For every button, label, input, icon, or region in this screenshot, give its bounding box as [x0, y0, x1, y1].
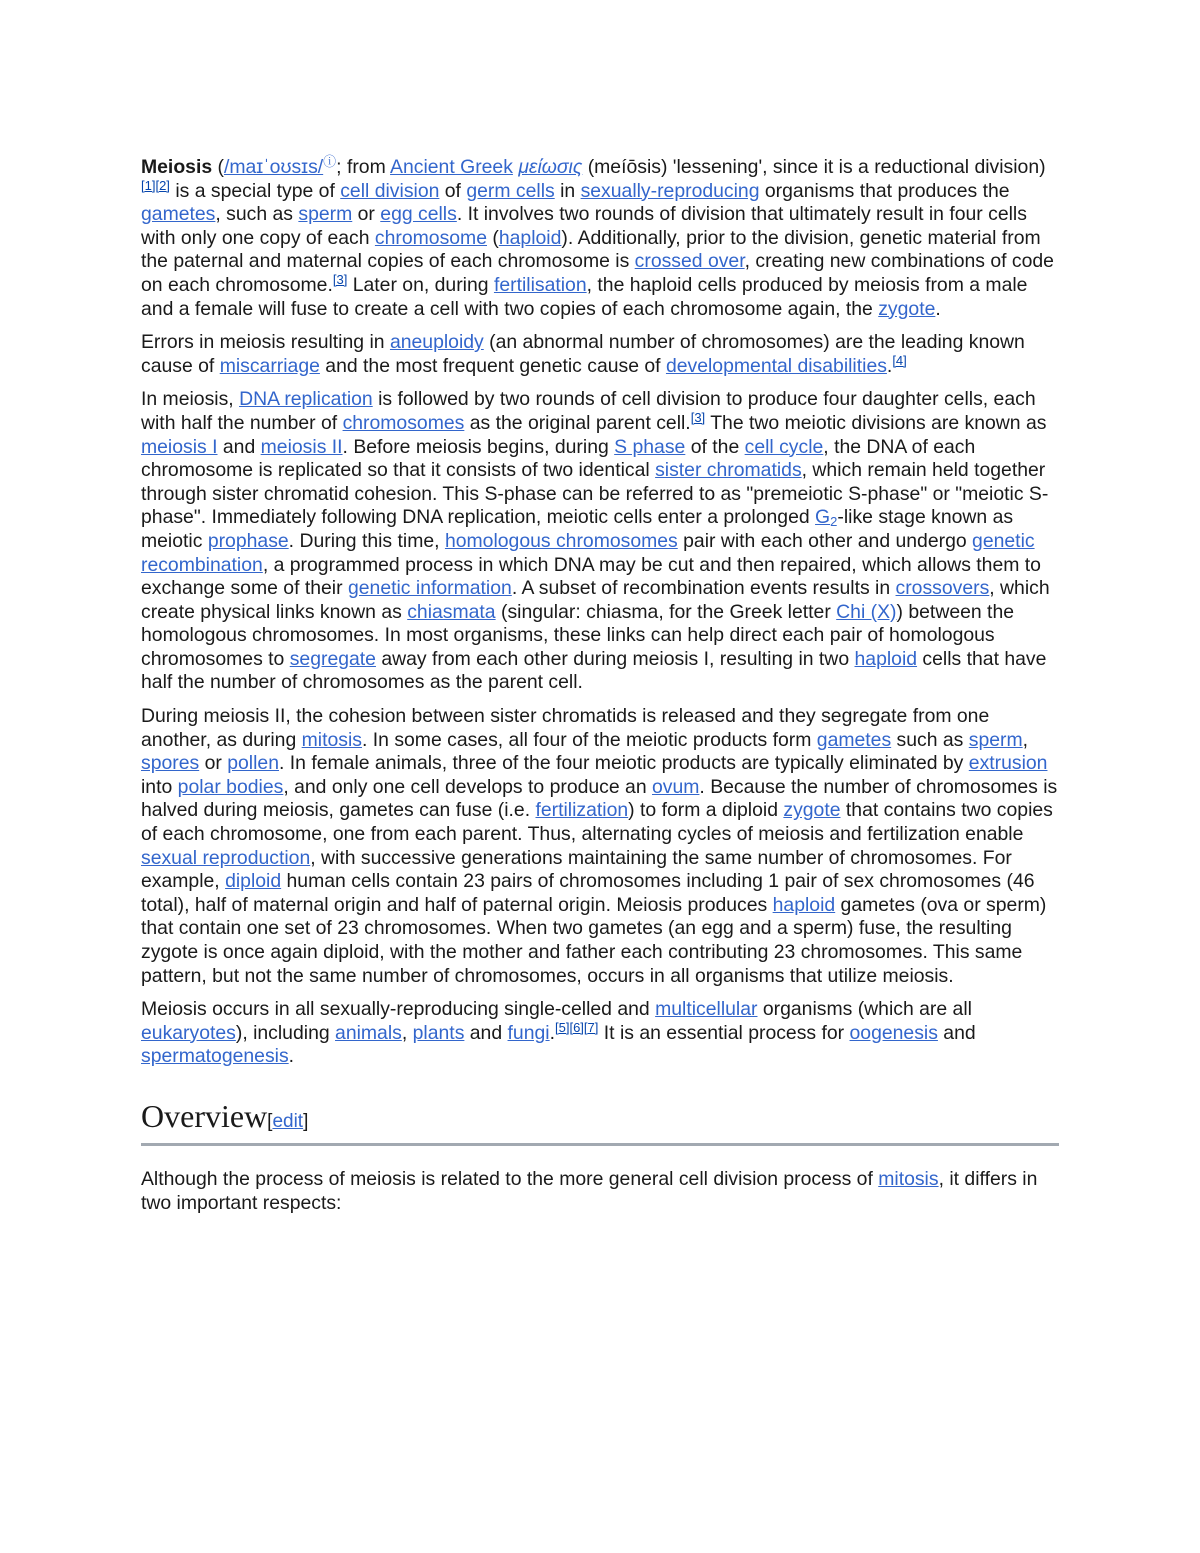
citation-5[interactable] [555, 1020, 569, 1035]
text: into [141, 775, 178, 798]
text: , which create physical links known as [141, 577, 1050, 623]
text: is followed by two rounds of cell division to produce four daughter cells, each with half the number of [141, 388, 1036, 434]
link-crossovers[interactable]: crossovers [895, 577, 990, 600]
text: , it differs in two important respects: [141, 1167, 1038, 1214]
section-heading-overview [141, 1097, 1059, 1146]
text: away from each other during meiosis I, resulting in two [375, 647, 855, 670]
text: . It involves two rounds of division that ultimately result in four cells with only one copy of each [141, 203, 1027, 249]
occurrence-paragraph [141, 998, 1059, 1069]
link-g2[interactable] [815, 506, 837, 528]
text: , and only one cell develops to produce an [283, 775, 652, 798]
link-sexual-reproduction[interactable]: sexual reproduction [141, 846, 311, 869]
link-animals[interactable]: animals [335, 1021, 402, 1044]
errors-paragraph [141, 331, 1059, 378]
link-chromosomes[interactable]: chromosomes [342, 411, 465, 434]
text: It is an essential process for [598, 1021, 850, 1044]
link-zygote[interactable]: zygote [878, 297, 936, 320]
link-chiasmata[interactable]: chiasmata [407, 600, 496, 623]
link-mitosis[interactable]: mitosis [301, 728, 362, 751]
bracket: ] [303, 1110, 309, 1132]
text: . [935, 297, 941, 320]
text: Later on, during [347, 273, 494, 296]
link-aneuploidy[interactable]: aneuploidy [389, 331, 484, 354]
article-term: Meiosis [141, 156, 213, 178]
text: , [401, 1021, 413, 1044]
text: The two meiotic divisions are known as [705, 411, 1047, 434]
link-haploid[interactable]: haploid [854, 647, 918, 670]
link-chromosome[interactable]: chromosome [374, 226, 487, 249]
text: in [554, 179, 581, 202]
link-chi[interactable]: Chi (X) [836, 600, 897, 623]
bracket: [ [267, 1110, 273, 1132]
link-haploid[interactable]: haploid [498, 226, 562, 249]
edit-link[interactable]: edit [272, 1110, 304, 1132]
citation-link-3[interactable]: [3] [690, 409, 706, 425]
text: , creating new combinations of code on each chromosome. [141, 250, 1054, 296]
text: , which remain held together through sister chromatid cohesion. This S-phase can be referred to as "premeiotic S-phase" or "meiotic S-phase". Immediately following DNA replication, meiotic cells enter a prolonged [141, 459, 1049, 529]
link-ancient-greek[interactable]: Ancient Greek [390, 156, 513, 178]
text: . During this time, [288, 529, 445, 552]
text: and [217, 435, 261, 458]
text: Errors in meiosis resulting in [141, 331, 390, 354]
text: , a programmed process in which DNA may be cut and then repaired, which allows them to exchange some of their [141, 553, 1041, 600]
text: organisms that produces the [759, 179, 1010, 202]
process-paragraph [141, 388, 1059, 695]
link-diploid[interactable]: diploid [225, 870, 282, 893]
link-zygote[interactable]: zygote [783, 799, 841, 822]
link-oogenesis[interactable]: oogenesis [849, 1021, 938, 1044]
citation-link-2[interactable]: [2] [155, 177, 170, 193]
link-polar-bodies[interactable]: polar bodies [177, 775, 284, 798]
intro-paragraph [141, 150, 1059, 321]
text: gametes (ova or sperm) that contain one set of 23 chromosomes. When two gametes (an egg and a sperm) fuse, the resulting zygote is once again diploid, with the mother and father each contributing 23 chromosomes. This same pattern, but not the same number of chromosomes, occurs in all organisms that utilize meiosis. [141, 893, 1047, 987]
text: of the [685, 435, 745, 458]
link-ovum[interactable]: ovum [652, 775, 700, 798]
text: (singular: chiasma, for the Greek letter [495, 600, 837, 623]
text: (an abnormal number of chromosomes) are the leading known cause of [141, 331, 1025, 377]
link-extrusion[interactable]: extrusion [968, 752, 1048, 775]
text: -like stage known as meiotic [141, 506, 1014, 552]
link-sexually-reproducing[interactable]: sexually-reproducing [580, 179, 760, 202]
text: In meiosis, [141, 388, 240, 411]
link-pollen[interactable]: pollen [227, 752, 279, 775]
text: ( [212, 156, 224, 178]
text: and [464, 1021, 508, 1044]
link-spores[interactable]: spores [141, 752, 200, 775]
link-fungi[interactable]: fungi [507, 1021, 550, 1044]
citation-link-5[interactable]: [5] [554, 1019, 570, 1035]
text: ) to form a diploid [628, 799, 784, 822]
text: . [288, 1045, 295, 1068]
link-s-phase[interactable]: S phase [614, 435, 686, 458]
text: pair with each other and undergo [677, 529, 973, 552]
link-meiosis-2[interactable]: meiosis II [260, 435, 343, 458]
link-developmental-disabilities[interactable]: developmental disabilities [665, 354, 887, 377]
link-spermatogenesis[interactable]: spermatogenesis [141, 1045, 289, 1068]
link-segregate[interactable]: segregate [289, 647, 376, 670]
link-eukaryotes[interactable]: eukaryotes [141, 1021, 236, 1044]
citation-4[interactable] [892, 353, 906, 368]
text: . [549, 1021, 555, 1044]
text: such as [891, 728, 969, 751]
text: . Because the number of chromosomes is halved during meiosis, gametes can fuse (i.e. [141, 775, 1058, 822]
text: ). Additionally, prior to the division, genetic material from the paternal and maternal copies of each chromosome is [141, 226, 1041, 273]
text: ) between the homologous chromosomes. In most organisms, these links can help direct each pair of homologous chromosomes to [141, 600, 1015, 670]
listen-icon[interactable]: ⓘ [323, 154, 337, 169]
text: human cells contain 23 pairs of chromosomes including 1 pair of sex chromosomes (46 total), half of maternal origin and half of paternal origin. Meiosis produces [141, 870, 1035, 916]
link-sperm[interactable]: sperm [968, 728, 1023, 751]
text: or [199, 752, 228, 775]
text: that contains two copies of each chromosome, one from each parent. Thus, alternating cycles of meiosis and fertilization enable [141, 799, 1053, 846]
text: cells that have half the number of chromosomes as the parent cell. [141, 647, 1047, 694]
text: Although the process of meiosis is related to the more general cell division process of [141, 1167, 879, 1190]
link-cell-cycle[interactable]: cell cycle [744, 435, 824, 458]
article-body [141, 150, 1059, 1225]
overview-paragraph [141, 1168, 1059, 1215]
text: and the most frequent genetic cause of [319, 354, 666, 377]
citation-3[interactable] [333, 272, 347, 287]
text: of [439, 179, 467, 202]
link-mitosis[interactable]: mitosis [878, 1167, 939, 1190]
link-multicellular[interactable]: multicellular [655, 998, 758, 1021]
citation-6[interactable] [569, 1020, 583, 1035]
text: , such as [215, 203, 299, 226]
link-genetic-information[interactable]: genetic information [347, 577, 512, 600]
link-homologous-chromosomes[interactable]: homologous chromosomes [444, 529, 678, 552]
link-dna-replication[interactable]: DNA replication [239, 388, 373, 411]
text: , the DNA of each chromosome is replicated so that it consists of two identical [141, 435, 976, 482]
link-fertilization[interactable]: fertilization [535, 799, 629, 822]
citation-link-6[interactable]: [6] [569, 1019, 584, 1035]
link-genetic-recombination[interactable]: genetic recombination [141, 529, 1035, 576]
link-meiosis-1[interactable]: meiosis I [141, 435, 218, 458]
link-haploid[interactable]: haploid [772, 893, 836, 916]
text: or [352, 203, 381, 226]
text: ), including [235, 1021, 336, 1044]
citation-link-4[interactable]: [4] [892, 352, 907, 368]
citation-3[interactable] [691, 410, 705, 425]
citation-1[interactable] [141, 178, 155, 193]
link-gametes[interactable]: gametes [816, 728, 892, 751]
link-sperm[interactable]: sperm [298, 203, 353, 226]
text: organisms (which are all [757, 998, 972, 1021]
link-prophase[interactable]: prophase [207, 529, 289, 552]
link-germ-cells[interactable]: germ cells [466, 179, 555, 202]
text: During meiosis II, the cohesion between sister chromatids is released and they segregate from one another, as during [141, 705, 990, 751]
citation-link-1[interactable]: [1] [141, 177, 156, 193]
citation-link-3[interactable]: [3] [332, 271, 348, 287]
meiosis-2-paragraph [141, 705, 1059, 988]
link-gametes[interactable]: gametes [141, 203, 216, 226]
text: . In some cases, all four of the meiotic products form [361, 728, 817, 751]
text: , with successive generations maintaining the same number of chromosomes. For example, [141, 846, 1012, 893]
text: as the original parent cell. [464, 411, 691, 434]
text: is a special type of [169, 179, 341, 202]
link-cell-division[interactable]: cell division [340, 179, 440, 202]
link-fertilisation[interactable]: fertilisation [493, 273, 587, 296]
citation-2[interactable] [155, 178, 169, 193]
link-egg-cells[interactable]: egg cells [380, 203, 457, 226]
citation-link-7[interactable]: [7] [583, 1019, 599, 1035]
text: , [1022, 728, 1029, 751]
citation-7[interactable] [584, 1020, 598, 1035]
text: . A subset of recombination events results in [511, 577, 896, 600]
text: ; from [336, 156, 391, 178]
text: . Before meiosis begins, during [342, 435, 615, 458]
link-miscarriage[interactable]: miscarriage [219, 354, 320, 377]
text: ( [487, 226, 499, 249]
text: . In female animals, three of the four meiotic products are typically eliminated by [279, 752, 969, 775]
text: . [886, 354, 893, 377]
link-crossed-over[interactable]: crossed over [634, 250, 745, 273]
text: , the haploid cells produced by meiosis from a male and a female will fuse to create a cell with two copies of each chromosome again, the [141, 273, 1028, 320]
link-greek-word[interactable]: μείωσις [518, 156, 583, 178]
text: and [937, 1021, 976, 1044]
edit-section [267, 1111, 308, 1132]
ipa-pronunciation-link[interactable]: /maɪˈoʊsɪs/ [223, 156, 324, 178]
text: Meiosis occurs in all sexually-reproducing single-celled and [141, 998, 656, 1021]
text: (meíōsis) 'lessening', since it is a reductional division) [582, 156, 1046, 178]
link-sister-chromatids[interactable]: sister chromatids [655, 459, 802, 482]
g2-subscript: 2 [830, 514, 838, 530]
g2-letter: G [815, 506, 831, 529]
link-plants[interactable]: plants [412, 1021, 465, 1044]
section-title: Overview [141, 1097, 268, 1134]
